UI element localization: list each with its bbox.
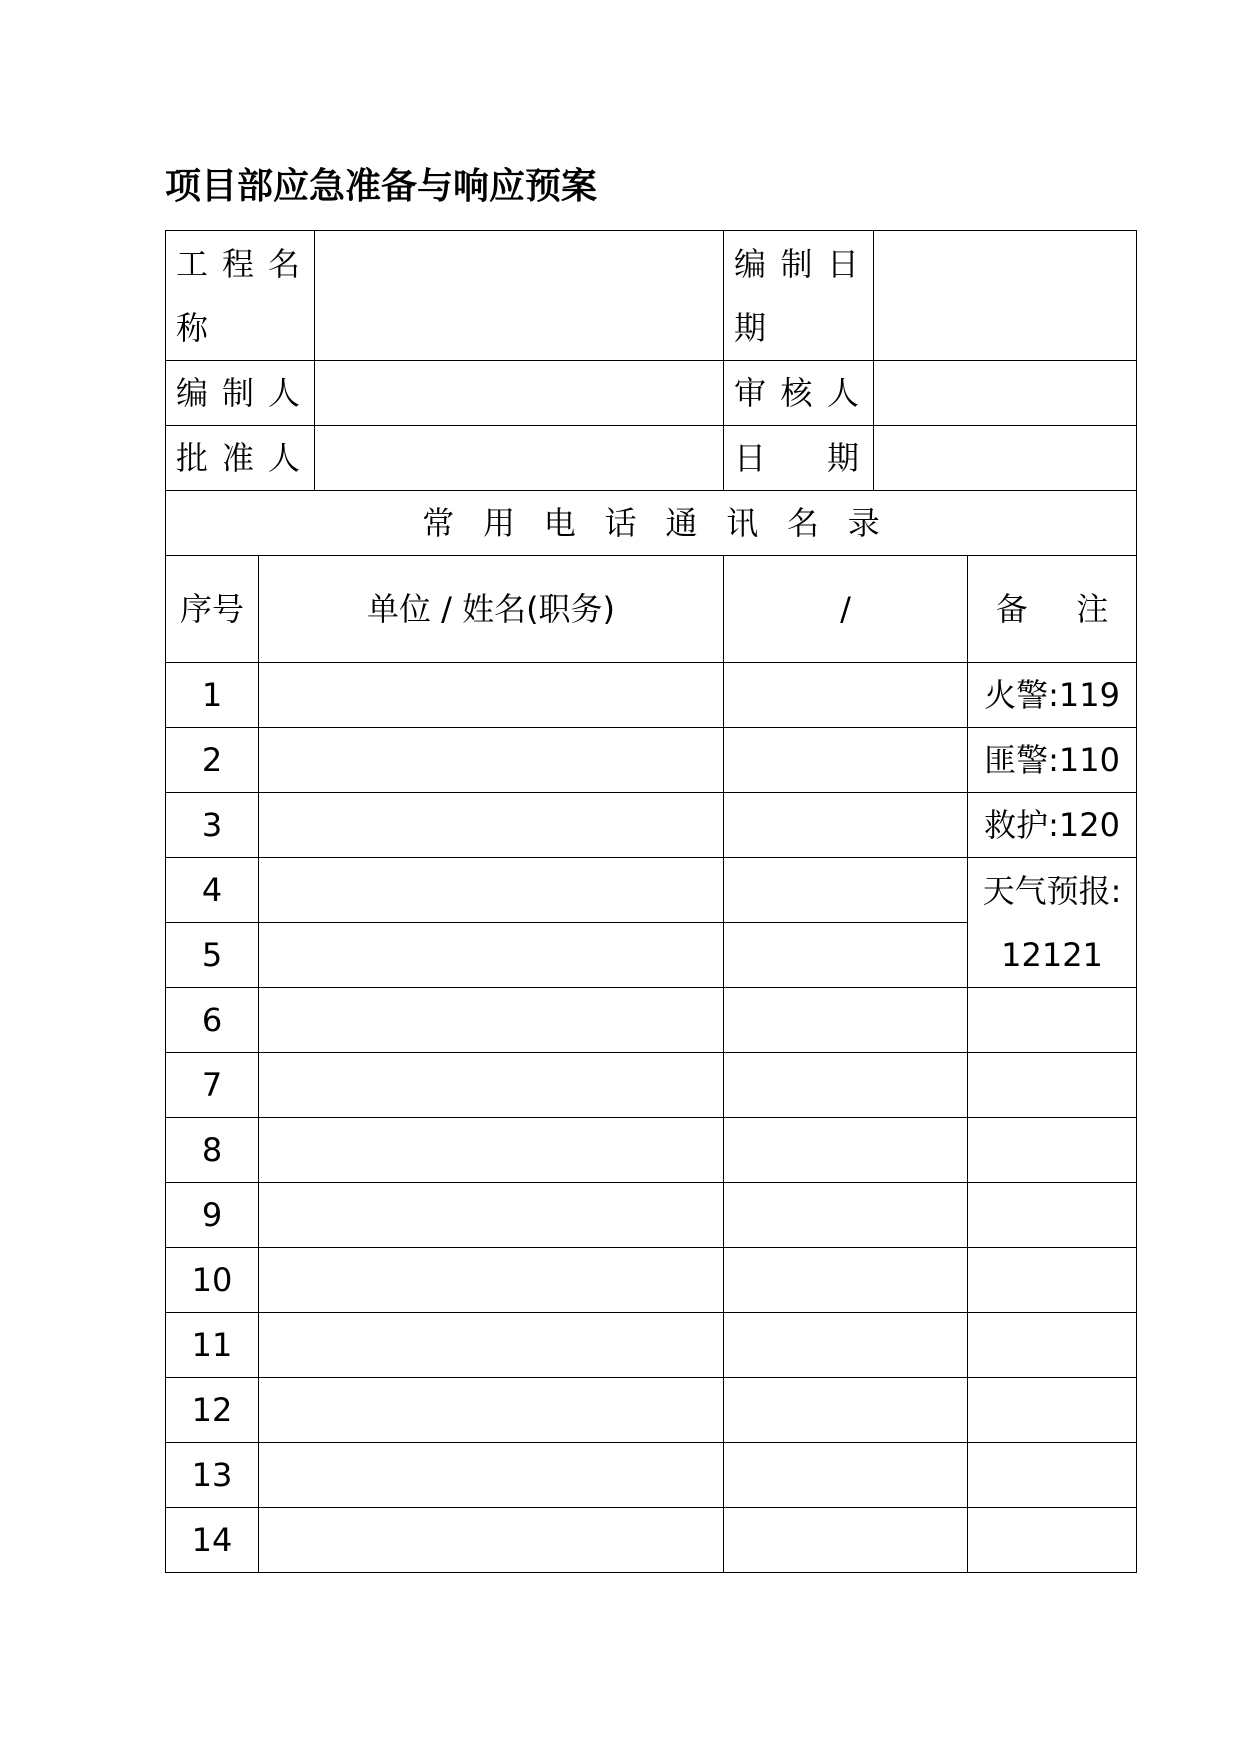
row-number: 6 [166,988,259,1053]
compile-date-label: 编 制 日 期 [724,231,874,361]
phone-cell[interactable] [724,1118,968,1183]
unit-name-cell[interactable] [259,988,724,1053]
row-number: 9 [166,1183,259,1248]
row-number: 12 [166,1378,259,1443]
row-number: 10 [166,1248,259,1313]
table-row [166,1378,1137,1443]
phone-header: / [724,556,968,663]
weather-note [968,858,1137,988]
info-row-project [166,231,1137,361]
phone-cell[interactable] [724,858,968,923]
phone-cell[interactable] [724,1053,968,1118]
approver-label: 批 准 人 [166,426,315,491]
table-row [166,1118,1137,1183]
info-row-approver [166,426,1137,491]
row-number: 11 [166,1313,259,1378]
phone-cell[interactable] [724,1443,968,1508]
row-number: 5 [166,923,259,988]
table-row [166,1313,1137,1378]
unit-name-cell[interactable] [259,1248,724,1313]
table-row [166,858,1137,923]
unit-name-cell[interactable] [259,663,724,728]
compile-date-value[interactable] [874,231,1137,361]
unit-name-cell[interactable] [259,1313,724,1378]
remarks-cell[interactable] [968,1443,1137,1508]
emergency-form-table [165,230,1137,1573]
reviewer-label: 审 核 人 [724,361,874,426]
table-row [166,1443,1137,1508]
phone-cell[interactable] [724,1378,968,1443]
remarks-cell[interactable] [968,1313,1137,1378]
row-number: 7 [166,1053,259,1118]
date-value[interactable] [874,426,1137,491]
table-row [166,1183,1137,1248]
compiler-value[interactable] [315,361,724,426]
project-name-label: 工 程 名 称 [166,231,315,361]
table-row [166,1508,1137,1573]
table-row [166,663,1137,728]
row-number: 13 [166,1443,259,1508]
unit-name-cell[interactable] [259,1053,724,1118]
row-number: 8 [166,1118,259,1183]
phone-cell[interactable] [724,1508,968,1573]
remarks-cell[interactable] [968,988,1137,1053]
phone-cell[interactable] [724,1183,968,1248]
row-number: 4 [166,858,259,923]
unit-name-cell[interactable] [259,793,724,858]
remarks-header: 备 注 [968,556,1137,663]
remarks-cell[interactable] [968,1053,1137,1118]
unit-name-header: 单位 / 姓名(职务) [259,556,724,663]
unit-name-cell[interactable] [259,1378,724,1443]
unit-name-cell[interactable] [259,858,724,923]
serial-header: 序号 [166,556,259,663]
project-name-value[interactable] [315,231,724,361]
ambulance-note: 救护:120 [968,793,1137,858]
unit-name-cell[interactable] [259,1183,724,1248]
date-label: 日 期 [724,426,874,491]
row-number: 2 [166,728,259,793]
remarks-cell[interactable] [968,1118,1137,1183]
remarks-cell[interactable] [968,1378,1137,1443]
phone-cell[interactable] [724,923,968,988]
compiler-label: 编 制 人 [166,361,315,426]
row-number: 3 [166,793,259,858]
table-row [166,988,1137,1053]
phone-cell[interactable] [724,988,968,1053]
table-row [166,1248,1137,1313]
info-row-compiler [166,361,1137,426]
approver-value[interactable] [315,426,724,491]
table-row [166,793,1137,858]
phone-cell[interactable] [724,793,968,858]
unit-name-cell[interactable] [259,1118,724,1183]
phone-cell[interactable] [724,1313,968,1378]
row-number: 14 [166,1508,259,1573]
directory-title-row [166,491,1137,556]
phone-cell[interactable] [724,1248,968,1313]
remarks-cell[interactable] [968,1508,1137,1573]
page-title: 项目部应急准备与响应预案 [165,165,598,207]
remarks-cell[interactable] [968,1183,1137,1248]
remarks-cell[interactable] [968,1248,1137,1313]
table-row [166,1053,1137,1118]
police-note: 匪警:110 [968,728,1137,793]
unit-name-cell[interactable] [259,1508,724,1573]
weather-note-label: 天气预报: [982,871,1122,910]
weather-note-number: 12121 [1001,935,1103,974]
reviewer-value[interactable] [874,361,1137,426]
table-row [166,728,1137,793]
unit-name-cell[interactable] [259,1443,724,1508]
directory-header-row [166,556,1137,663]
row-number: 1 [166,663,259,728]
unit-name-cell[interactable] [259,923,724,988]
phone-cell[interactable] [724,663,968,728]
unit-name-cell[interactable] [259,728,724,793]
directory-title: 常用电话通讯名录 [166,491,1137,556]
fire-note: 火警:119 [968,663,1137,728]
phone-cell[interactable] [724,728,968,793]
